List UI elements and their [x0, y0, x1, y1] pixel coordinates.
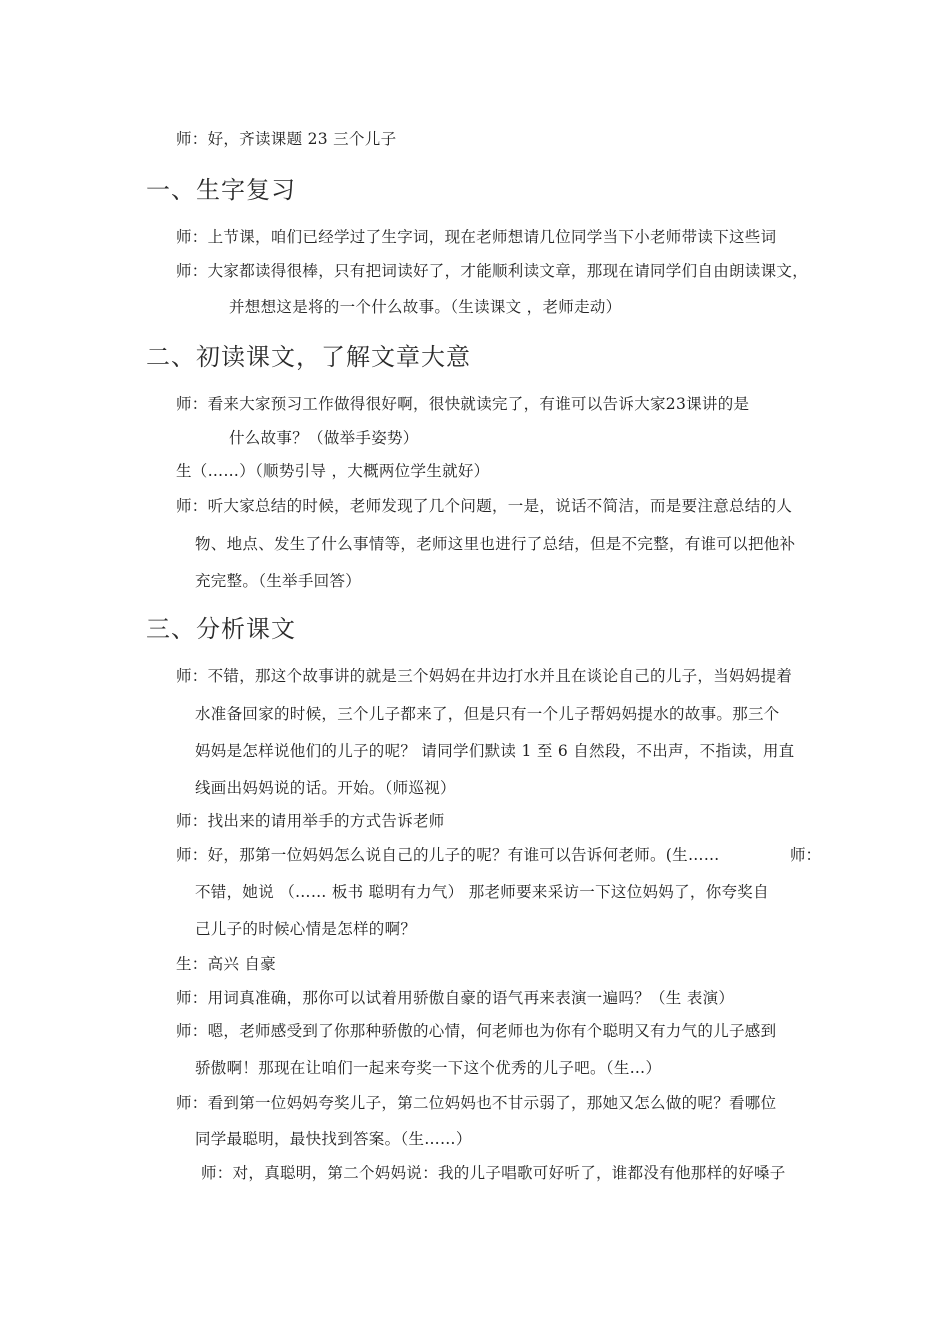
- text-line: 妈妈是怎样说他们的儿子的呢？ 请同学们默读 1 至 6 自然段，不出声，不指读，用直: [195, 742, 795, 760]
- text-line: 师：看来大家预习工作做得很好啊，很快就读完了，有谁可以告诉大家23课讲的是: [176, 395, 750, 413]
- text-line: 物、地点、发生了什么事情等，老师这里也进行了总结，但是不完整，有谁可以把他补: [195, 535, 796, 553]
- text-line: 生（……）（顺势引导 ，大概两位学生就好）: [176, 462, 490, 480]
- section-heading: 三、分析课文: [146, 615, 296, 643]
- text-line: 骄傲啊！那现在让咱们一起来夸奖一下这个优秀的儿子吧。（生…）: [195, 1059, 662, 1077]
- text-line: 师：: [790, 846, 822, 864]
- text-line: 师：好，那第一位妈妈怎么说自己的儿子的呢？有谁可以告诉何老师。(生……: [176, 846, 720, 864]
- text-line: 并想想这是将的一个什么故事。（生读课文 ，老师走动）: [229, 298, 622, 316]
- text-line: 师：嗯，老师感受到了你那种骄傲的心情，何老师也为你有个聪明又有力气的儿子感到: [176, 1022, 777, 1040]
- text-line: 生：高兴 自豪: [176, 955, 277, 973]
- text-line: 同学最聪明，最快找到答案。（生……）: [195, 1130, 472, 1148]
- section-heading: 一、生字复习: [146, 176, 296, 204]
- text-line: 师：上节课，咱们已经学过了生字词，现在老师想请几位同学当下小老师带读下这些词: [176, 228, 777, 246]
- text-line: 师：听大家总结的时候，老师发现了几个问题，一是，说话不简洁，而是要注意总结的人: [176, 497, 793, 515]
- text-line: 己儿子的时候心情是怎样的啊？: [195, 920, 417, 938]
- text-line: 师：不错，那这个故事讲的就是三个妈妈在井边打水并且在谈论自己的儿子，当妈妈提着: [176, 667, 793, 685]
- text-line: 什么故事？（做举手姿势）: [229, 429, 419, 447]
- text-line: 师：大家都读得很棒，只有把词读好了，才能顺利读文章，那现在请同学们自由朗读课文，: [176, 262, 809, 280]
- text-line: 师：用词真准确，那你可以试着用骄傲自豪的语气再来表演一遍吗？（生 表演）: [176, 989, 735, 1007]
- text-line: 师：看到第一位妈妈夸奖儿子，第二位妈妈也不甘示弱了，那她又怎么做的呢？看哪位: [176, 1094, 777, 1112]
- text-line: 不错，她说 （…… 板书 聪明有力气） 那老师要来采访一下这位妈妈了，你夸奖自: [195, 883, 769, 901]
- text-line: 师：好，齐读课题 23 三个儿子: [176, 130, 397, 148]
- text-line: 线画出妈妈说的话。开始。（师巡视）: [195, 779, 456, 797]
- text-line: 师：找出来的请用举手的方式告诉老师: [176, 812, 445, 830]
- section-heading: 二、初读课文，了解文章大意: [146, 343, 471, 371]
- text-line: 充完整。（生举手回答）: [195, 572, 362, 590]
- text-line: 水准备回家的时候，三个儿子都来了，但是只有一个儿子帮妈妈提水的故事。那三个: [195, 705, 780, 723]
- text-line: 师：对，真聪明，第二个妈妈说：我的儿子唱歌可好听了，谁都没有他那样的好嗓子: [201, 1164, 786, 1182]
